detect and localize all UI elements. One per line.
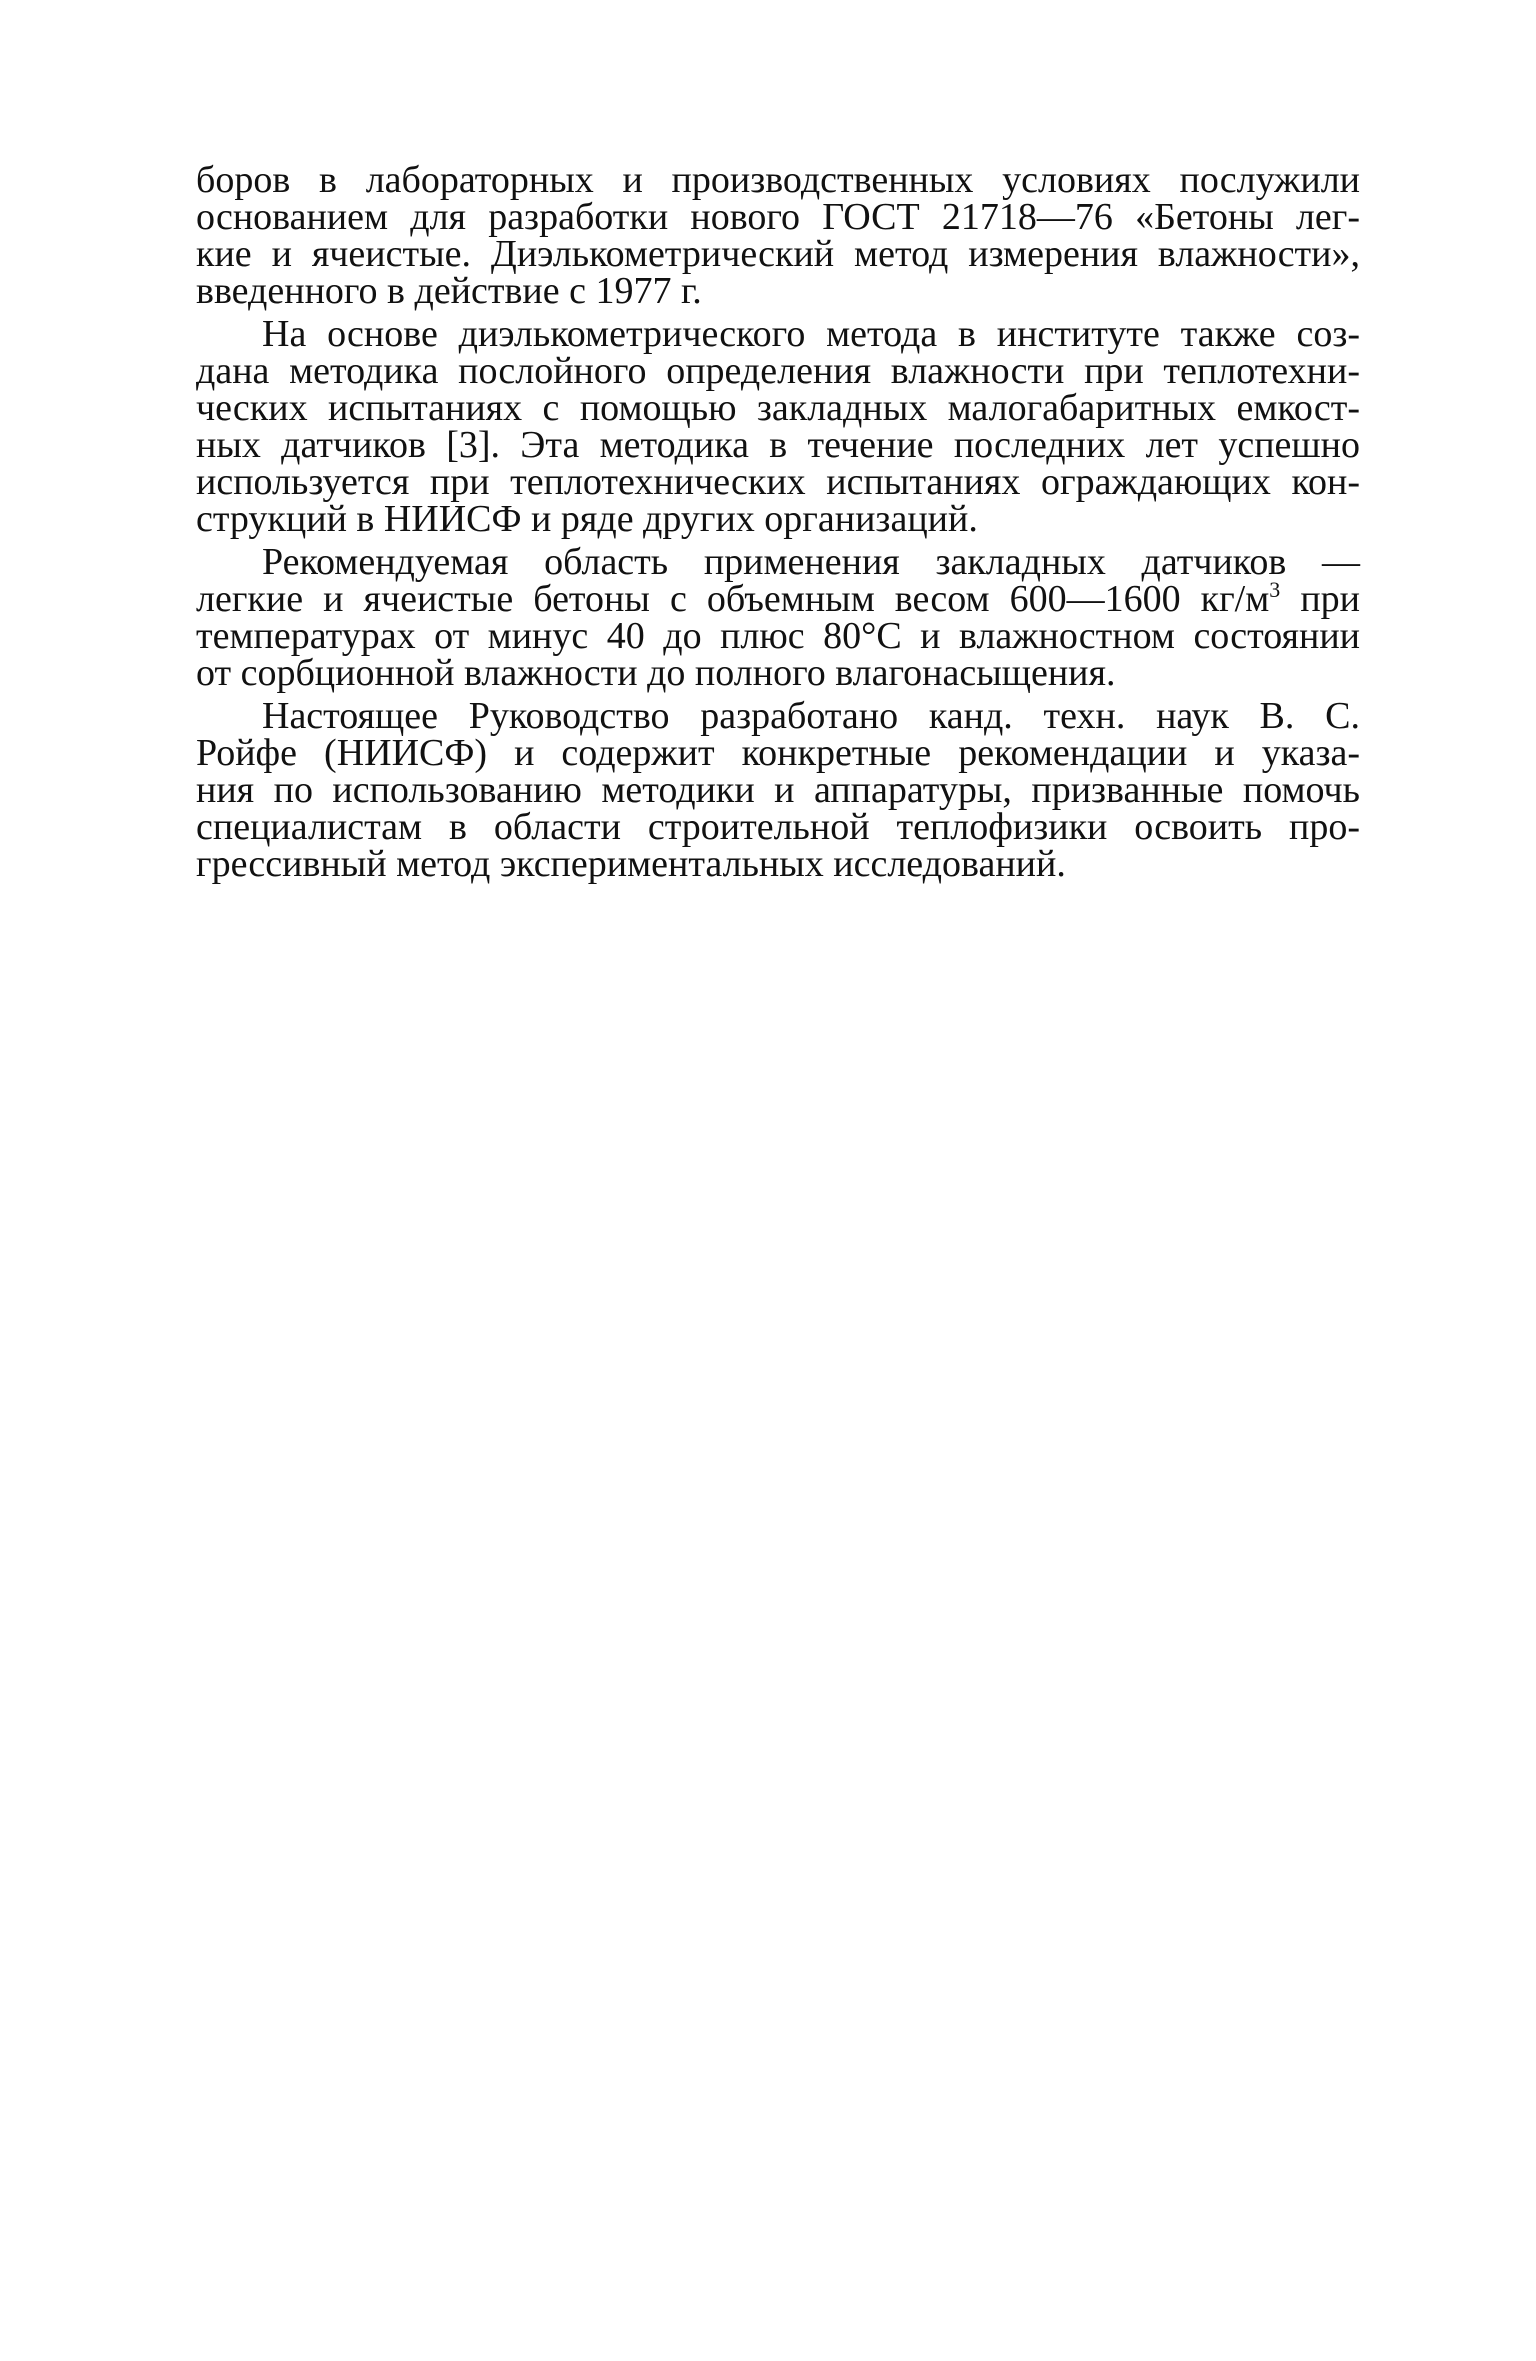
text-line: ния по использованию методики и аппаратуры, призванные помочь: [196, 769, 1360, 811]
text-line: введенного в действие с 1977 г.: [196, 270, 702, 312]
text-line: Ройфе (НИИСФ) и содержит конкретные рекомендации и указа-: [196, 732, 1360, 774]
text-line: дана методика послойного определения влажности при теплотехни-: [196, 350, 1360, 392]
paragraph-2: [196, 313, 1360, 540]
text-fragment: легкие и ячеистые бетоны с объемным весом 600—1600 кг/м: [196, 578, 1270, 620]
superscript: 3: [1269, 577, 1281, 602]
text-line: боров в лабораторных и производственных условиях послужили: [196, 159, 1360, 201]
body-text: [196, 159, 1361, 889]
text-line: ческих испытаниях с помощью закладных малогабаритных емкост-: [196, 387, 1360, 429]
text-line: Настоящее Руководство разработано канд. техн. наук В. С.: [262, 695, 1360, 737]
text-line: температурах от минус 40 до плюс 80°С и влажностном состоянии: [196, 615, 1360, 657]
paragraph-4: [196, 695, 1360, 885]
paragraph-3: [196, 541, 1361, 694]
text-line: струкций в НИИСФ и ряде других организаций.: [196, 498, 978, 540]
text-line: Рекомендуемая область применения закладных датчиков —: [262, 541, 1360, 583]
text-line: кие и ячеистые. Диэлькометрический метод измерения влажности»,: [196, 233, 1360, 275]
paragraph-1: [196, 159, 1360, 312]
text-line: используется при теплотехнических испытаниях ограждающих кон-: [196, 461, 1360, 503]
text-line: грессивный метод экспериментальных исследований.: [196, 843, 1066, 885]
text-line: основанием для разработки нового ГОСТ 21718—76 «Бетоны лег-: [196, 196, 1360, 238]
text-line-with-superscript: [196, 577, 1361, 620]
text-line: ных датчиков [3]. Эта методика в течение последних лет успешно: [196, 424, 1360, 466]
text-fragment: при: [1280, 578, 1361, 620]
text-line: специалистам в области строительной теплофизики освоить про-: [196, 806, 1360, 848]
text-line: На основе диэлькометрического метода в институте также соз-: [262, 313, 1360, 355]
text-line: от сорбционной влажности до полного влагонасыщения.: [196, 652, 1116, 694]
